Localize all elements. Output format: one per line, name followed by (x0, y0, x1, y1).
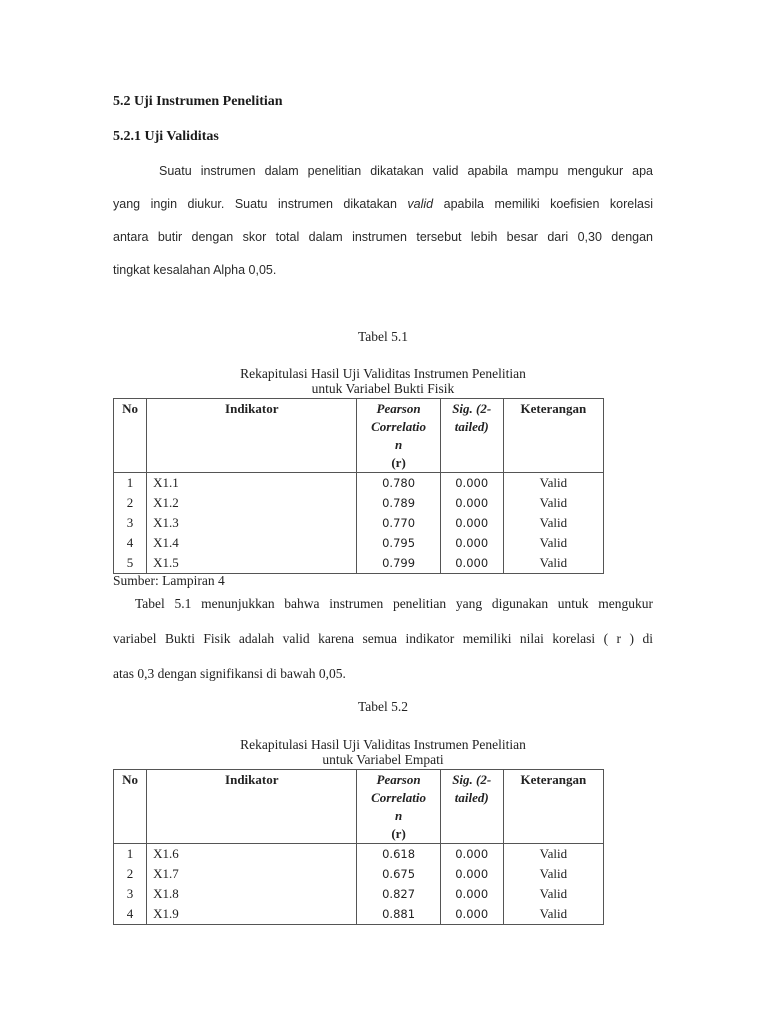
table2-cell-keterangan: Valid (503, 904, 603, 925)
table1-row (114, 493, 604, 513)
table2-title-line1: Rekapitulasi Hasil Uji Validitas Instrumen Penelitian (240, 737, 526, 752)
table2-label: Tabel 5.2 (357, 699, 409, 714)
table1-cell-indikator: X1.2 (147, 493, 357, 513)
table1-cell-sig: 0.000 (440, 553, 503, 574)
table1-cell-keterangan: Valid (503, 473, 603, 494)
intro-line-3: antara butir dengan skor total dalam instrumen tersebut lebih besar dari 0,30 dengan (113, 230, 653, 244)
table1-header-pearson-3: n (394, 437, 403, 452)
table1-cell-no: 4 (114, 533, 147, 553)
table2-header-pearson-4: (r) (391, 826, 406, 841)
table2-title-line2: untuk Variabel Empati (322, 752, 444, 767)
table1-cell-pearson-r: 0.799 (357, 553, 440, 574)
table2-cell-sig: 0.000 (440, 844, 503, 865)
table2-cell-no: 2 (114, 864, 147, 884)
table1-cell-indikator: X1.5 (147, 553, 357, 574)
table2-header-pearson-1: Pearson (376, 772, 421, 787)
table2-header-indikator: Indikator (147, 770, 357, 844)
table1-cell-pearson-r: 0.770 (357, 513, 440, 533)
table2-cell-sig: 0.000 (440, 884, 503, 904)
table1-explanation (113, 586, 653, 691)
table2-title (113, 737, 653, 767)
table1-header-pearson-1: Pearson (376, 401, 421, 416)
table2-row (114, 864, 604, 884)
table2-header-keterangan: Keterangan (503, 770, 603, 844)
table2-cell-indikator: X1.8 (147, 884, 357, 904)
table1-label: Tabel 5.1 (357, 329, 409, 344)
table1-cell-no: 5 (114, 553, 147, 574)
table2-header-no: No (114, 770, 147, 844)
table2-cell-keterangan: Valid (503, 864, 603, 884)
table1-cell-keterangan: Valid (503, 513, 603, 533)
table1-cell-no: 3 (114, 513, 147, 533)
table1-header-no: No (114, 399, 147, 473)
table2-header-sig-1: Sig. (2- (452, 772, 492, 787)
explanation-line-2: variabel Bukti Fisik adalah valid karena semua indikator memiliki nilai korelasi ( r ) di (113, 631, 653, 646)
table2-cell-indikator: X1.6 (147, 844, 357, 865)
table1-header-indikator: Indikator (147, 399, 357, 473)
table1-header-pearson-2: Correlatio (371, 419, 427, 434)
table1-cell-pearson-r: 0.780 (357, 473, 440, 494)
table1-header-sig (440, 399, 503, 473)
table1-cell-keterangan: Valid (503, 493, 603, 513)
table2-header-pearson-3: n (394, 808, 403, 823)
table2-cell-pearson-r: 0.618 (357, 844, 440, 865)
table2-cell-sig: 0.000 (440, 864, 503, 884)
intro-line-4: tingkat kesalahan Alpha 0,05. (113, 263, 277, 277)
table1 (113, 398, 604, 574)
table2-header-sig-2: tailed) (454, 790, 489, 805)
table2-cell-pearson-r: 0.827 (357, 884, 440, 904)
table1-header-sig-1: Sig. (2- (452, 401, 492, 416)
table1-row (114, 533, 604, 553)
intro-line-1: Suatu instrumen dalam penelitian dikatakan valid apabila mampu mengukur apa (159, 164, 653, 178)
table2-cell-no: 4 (114, 904, 147, 925)
table2-cell-pearson-r: 0.675 (357, 864, 440, 884)
table1-row (114, 473, 604, 494)
table1-header-sig-2: tailed) (454, 419, 489, 434)
table2-header-pearson-2: Correlatio (371, 790, 427, 805)
table1-cell-keterangan: Valid (503, 533, 603, 553)
table1-cell-keterangan: Valid (503, 553, 603, 574)
table2 (113, 769, 604, 925)
subsection-heading: 5.2.1 Uji Validitas (113, 129, 219, 144)
table1-cell-sig: 0.000 (440, 493, 503, 513)
table2-header-sig (440, 770, 503, 844)
table1-cell-sig: 0.000 (440, 513, 503, 533)
table1-title-line1: Rekapitulasi Hasil Uji Validitas Instrumen Penelitian (240, 366, 526, 381)
table2-header-pearson (357, 770, 440, 844)
table1-cell-pearson-r: 0.789 (357, 493, 440, 513)
table2-row (114, 844, 604, 865)
table1-title-line2: untuk Variabel Bukti Fisik (311, 381, 455, 396)
table1-title (113, 366, 653, 396)
table2-cell-indikator: X1.9 (147, 904, 357, 925)
intro-paragraph (113, 155, 653, 287)
table2-cell-keterangan: Valid (503, 844, 603, 865)
table1-cell-indikator: X1.1 (147, 473, 357, 494)
intro-italic-valid: valid (407, 197, 434, 211)
explanation-line-1: Tabel 5.1 menunjukkan bahwa instrumen penelitian yang digunakan untuk mengukur (135, 596, 653, 611)
table2-cell-pearson-r: 0.881 (357, 904, 440, 925)
table1-header-pearson (357, 399, 440, 473)
table2-cell-no: 3 (114, 884, 147, 904)
table1-row (114, 513, 604, 533)
table1-cell-sig: 0.000 (440, 473, 503, 494)
table1-cell-no: 1 (114, 473, 147, 494)
table1-row (114, 553, 604, 574)
table1-header-pearson-4: (r) (391, 455, 406, 470)
table2-cell-indikator: X1.7 (147, 864, 357, 884)
table1-cell-sig: 0.000 (440, 533, 503, 553)
table2-row (114, 904, 604, 925)
table2-cell-no: 1 (114, 844, 147, 865)
table1-source: Sumber: Lampiran 4 (113, 573, 225, 588)
intro-line-2: yang ingin diukur. Suatu instrumen dikatakan valid apabila memiliki koefisien korelasi (113, 197, 654, 211)
table1-cell-no: 2 (114, 493, 147, 513)
table1-header-keterangan: Keterangan (503, 399, 603, 473)
table1-cell-indikator: X1.4 (147, 533, 357, 553)
table2-cell-keterangan: Valid (503, 884, 603, 904)
table1-cell-indikator: X1.3 (147, 513, 357, 533)
table2-cell-sig: 0.000 (440, 904, 503, 925)
explanation-line-3: atas 0,3 dengan signifikansi di bawah 0,05. (113, 666, 346, 681)
table1-cell-pearson-r: 0.795 (357, 533, 440, 553)
table2-row (114, 884, 604, 904)
section-heading: 5.2 Uji Instrumen Penelitian (113, 94, 283, 109)
